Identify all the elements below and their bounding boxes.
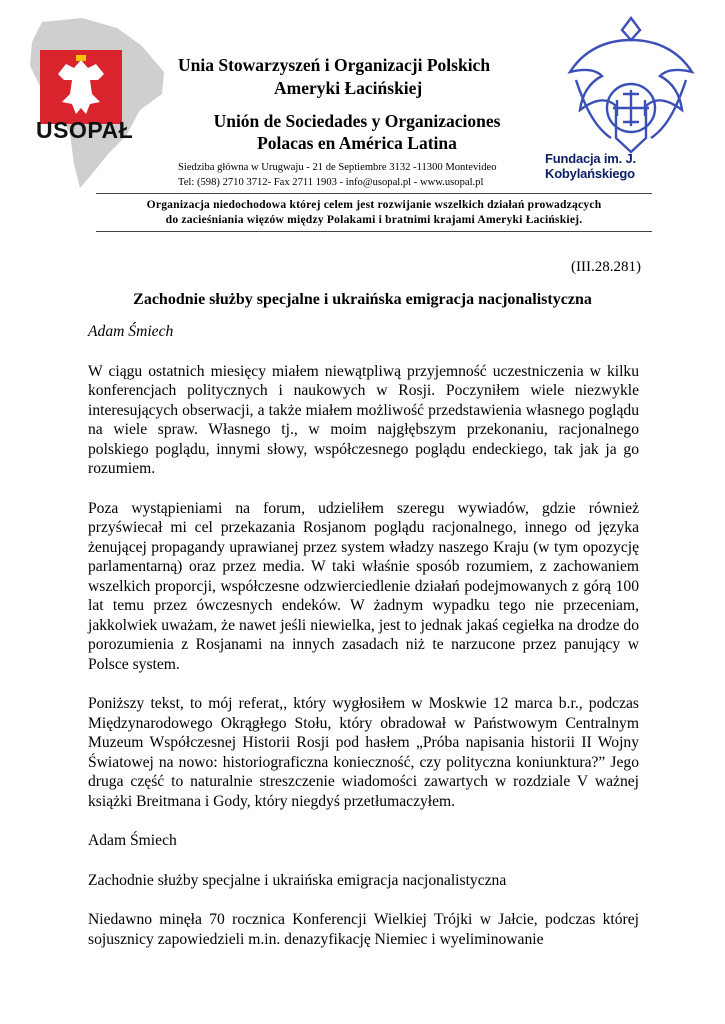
- author-italic: Adam Śmiech: [88, 323, 174, 340]
- polish-eagle-icon: [40, 50, 122, 124]
- org-name-es-line2: Polacas en América Latina: [257, 133, 457, 153]
- document-title: Zachodnie służby specjalne i ukraińska emigracja nacjonalistyczna: [133, 291, 592, 308]
- org-name-polish: [178, 54, 490, 100]
- header-divider-top: [96, 193, 652, 194]
- header-divider-bottom: [96, 231, 652, 232]
- usopal-logo-text: USOPAŁ: [36, 117, 134, 143]
- foundation-crest-icon: [556, 10, 706, 160]
- tagline: [100, 197, 648, 227]
- address-line1: Siedziba główna w Urugwaju - 21 de Septiembre 3132 -11300 Montevideo: [178, 162, 497, 173]
- document-body: [88, 322, 639, 969]
- paragraph-2: Poza wystąpieniami na forum, udzieliłem szeregu wywiadów, gdzie również przyświecał mi cel przekazania Rosjanom poglądu racjonalnego, innego od języka żenującej propagandy uprawianej przez system władzy naszego Kraju (w tym opozycję parlamentarną) oraz przez media. W taki właśnie sposób rozumiem, z zachowaniem wszelkich proporcji, współczesne odzwierciedlenie działań podejmowanych z górą 100 lat temu przez ówczesnych endeków. W żadnym wypadku tego nie przeceniam, jakkolwiek uważam, że nawet jeśli niewielka, jest to jednak jakaś cegiełka na drodze do porozumienia z Rosjanami na innych zasadach niż te narzucone przez panujący w Polsce system.: [88, 499, 639, 673]
- org-name-pl-line2: Ameryki Łacińskiej: [274, 78, 423, 98]
- org-name-es-line1: Unión de Sociedades y Organizaciones: [213, 111, 501, 131]
- address-block: [178, 160, 497, 190]
- subtitle-plain: Zachodnie służby specjalne i ukraińska emigracja nacjonalistyczna: [88, 871, 507, 889]
- org-name-pl-line1: Unia Stowarzyszeń i Organizacji Polskich: [178, 55, 491, 75]
- paragraph-1: W ciągu ostatnich miesięcy miałem niewątpliwą przyjemność uczestniczenia w kilku konferencjach politycznych i naukowych w Rosji. Poczyniłem wiele niezwykle interesujących obserwacji, a także miałem możliwość przedstawienia własnego poglądu na wiele spraw. Własnego tj., w moim najgłębszym przekonaniu, racjonalnego polskiego poglądu, innymi słowy, współczesnego poglądu endeckiego, tak jak ja go rozumiem.: [88, 362, 639, 477]
- tagline-line2: do zacieśniania więzów między Polakami i bratnimi krajami Ameryki Łacińskiej.: [165, 213, 583, 226]
- address-line2: Tel: (598) 2710 3712- Fax 2711 1903 - info@usopal.pl - www.usopal.pl: [178, 177, 484, 188]
- paragraph-3: Poniższy tekst, to mój referat,, który wygłosiłem w Moskwie 12 marca b.r., podczas Międzynarodowego Okrągłego Stołu, który obradował w Państwowym Centralnym Muzeum Współczesnej Historii Rosji pod hasłem „Próba napisania historii II Wojny Światowej na nowo: historiograficzna konieczność, czy polityczna koniunktura?” Jego druga część to naturalnie streszczenie wiadomości zawartych w rozdziale V ważnej książki Breitmana i Gody, który niegdyś przetłumaczyłem.: [88, 695, 639, 810]
- document-reference: (III.28.281): [571, 259, 641, 275]
- foundation-name: Fundacja im. J. Kobylańskiego: [545, 151, 636, 181]
- tagline-line1: Organizacja niedochodowa której celem jest rozwijanie wszelkich działań prowadzących: [146, 198, 602, 211]
- author-plain: Adam Śmiech: [88, 832, 177, 849]
- letterhead: [0, 0, 725, 240]
- org-name-spanish: [192, 110, 522, 154]
- final-paragraph: Niedawno minęła 70 rocznica Konferencji Wielkiej Trójki w Jałcie, podczas której sojusznicy zapowiedzieli m.in. denazyfikację Niemiec i wyeliminowanie: [88, 911, 639, 948]
